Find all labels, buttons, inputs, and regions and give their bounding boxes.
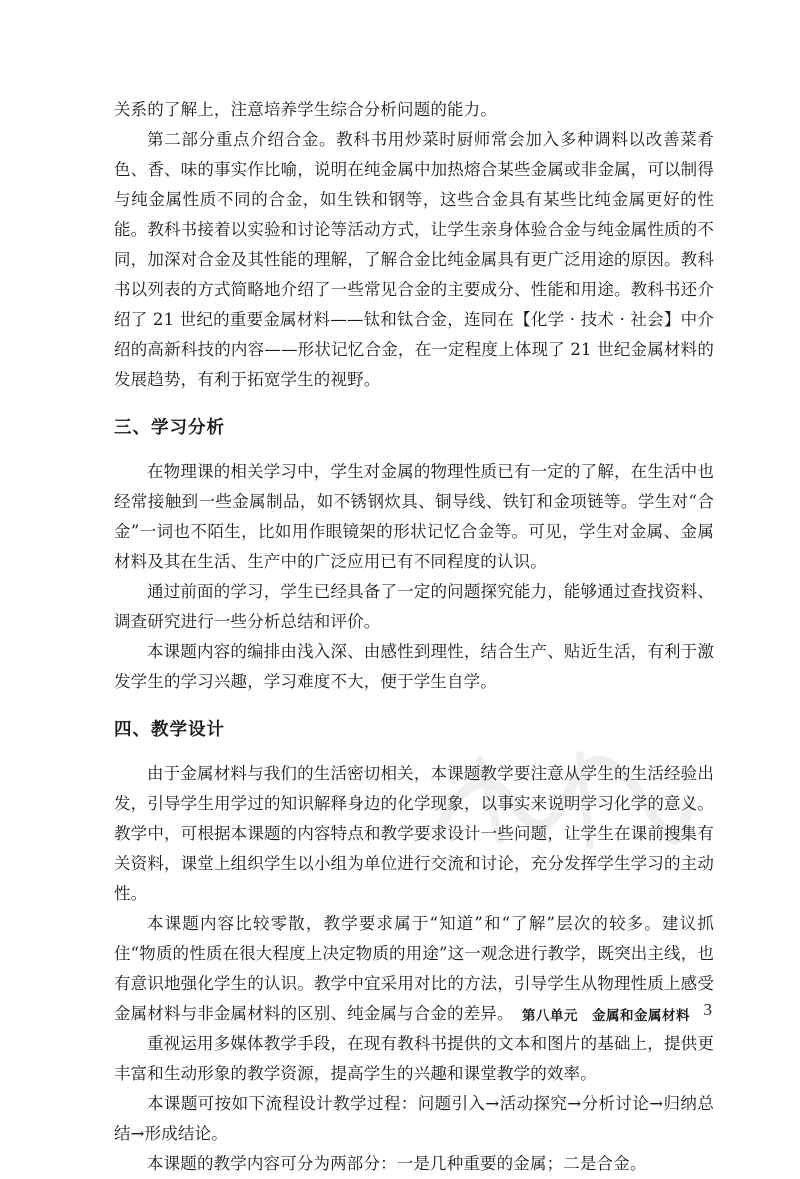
section-heading-learning-analysis: 三、学习分析 — [114, 418, 225, 438]
paragraph-continuation: 关系的了解上，注意培养学生综合分析问题的能力。 — [114, 100, 497, 119]
section-heading-teaching-design: 四、教学设计 — [114, 720, 225, 740]
page-footer — [0, 1000, 800, 1030]
paragraph-learning-analysis-3: 本课题内容的编排由浅入深、由感性到理性，结合生产、贴近生活，有利于激发学生的学习兴趣，学习难度不大，便于学生自学。 — [114, 642, 714, 691]
paragraph-alloy-intro: 第二部分重点介绍合金。教科书用炒菜时厨师常会加入多种调料以改善菜肴色、香、味的事实作比喻，说明在纯金属中加热熔合某些金属或非金属，可以制得与纯金属性质不同的合金，如生铁和钢等，这些合金具有某些比纯金属更好的性能。教科书接着以实验和讨论等活动方式，让学生亲身体验合金与纯金属性质的不同，加深对合金及其性能的理解，了解合金比纯金属具有更广泛用途的原因。教科书以列表的方式简略地介绍了一些常见合金的主要成分、性能和用途。教科书还介绍了 21 世纪的重要金属材料——钛和钛合金，连同在【化学 · 技术 · 社会】中介绍的高新科技的内容——形状记忆合金，在一定程度上体现了 21 世纪金属材料的发展趋势，有利于拓宽学生的视野。 — [114, 130, 714, 389]
page-number: 3 — [703, 1000, 712, 1019]
paragraph-teaching-design-4: 本课题可按如下流程设计教学过程：问题引入→活动探究→分析讨论→归纳总结→形成结论。 — [114, 1094, 714, 1143]
paragraph-learning-analysis-2: 通过前面的学习，学生已经具备了一定的问题探究能力，能够通过查找资料、调查研究进行一些分析总结和评价。 — [114, 582, 714, 631]
paragraph-teaching-design-5: 本课题的教学内容可分为两部分：一是几种重要的金属；二是合金。 — [147, 1154, 647, 1173]
paragraph-teaching-design-3: 重视运用多媒体教学手段，在现有教科书提供的文本和图片的基础上，提供更丰富和生动形象的教学资源，提高学生的兴趣和课堂教学的效率。 — [114, 1034, 714, 1083]
footer-unit-title: 第八单元 金属和金属材料 — [522, 1008, 690, 1024]
paragraph-learning-analysis-1: 在物理课的相关学习中，学生对金属的物理性质已有一定的了解，在生活中也经常接触到一些金属制品，如不锈钢炊具、铜导线、铁钉和金项链等。学生对“合金”一词也不陌生，比如用作眼镜架的形状记忆合金等。可见，学生对金属、金属材料及其在生活、生产中的广泛应用已有不同程度的认识。 — [114, 462, 714, 571]
paragraph-teaching-design-1: 由于金属材料与我们的生活密切相关，本课题教学要注意从学生的生活经验出发，引导学生用学过的知识解释身边的化学现象，以事实来说明学习化学的意义。教学中，可根据本课题的内容特点和教学要求设计一些问题，让学生在课前搜集有关资料，课堂上组织学生以小组为单位进行交流和讨论，充分发挥学生学习的主动性。 — [114, 764, 714, 903]
paragraph-teaching-design-2: 本课题内容比较零散，教学要求属于“知道”和“了解”层次的较多。建议抓住“物质的性质在很大程度上决定物质的用途”这一观念进行教学，既突出主线，也有意识地强化学生的认识。教学中宜采用对比的方法，引导学生从物理性质上感受金属材料与非金属材料的区别、纯金属与合金的差异。 — [114, 914, 714, 1023]
